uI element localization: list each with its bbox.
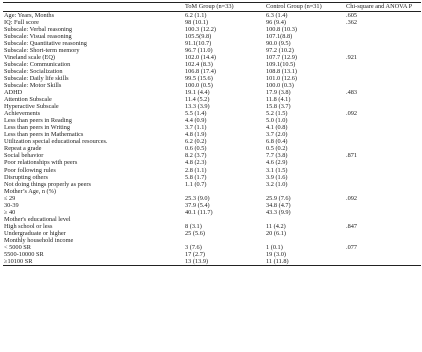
variable-cell: Utilization special educational resources.	[4, 138, 108, 146]
p-value-cell: .847	[346, 222, 358, 230]
p-value-cell	[345, 237, 421, 244]
control-group-cell: 3.2 (1.0)	[266, 180, 288, 188]
p-value-cell	[345, 26, 421, 33]
control-group-cell: 15.8 (3.7)	[266, 103, 291, 111]
table-row	[3, 258, 421, 266]
tom-group-cell: 6.2 (1.1)	[185, 11, 207, 19]
variable-cell: Poor relationships with peers	[4, 159, 78, 167]
tom-group-cell: 100.0 (0.5)	[185, 81, 213, 89]
p-value-cell	[345, 202, 421, 209]
tom-group-cell	[184, 216, 265, 223]
p-value-cell	[345, 40, 421, 47]
tom-group-cell: 102.0 (14.4)	[185, 53, 216, 61]
control-group-cell: 107.1(8.8)	[266, 32, 293, 40]
control-group-cell: 3.7 (2.0)	[266, 131, 288, 139]
table-row	[3, 131, 421, 138]
tom-group-cell: 8 (3.1)	[185, 222, 202, 230]
p-value-cell: .921	[346, 53, 358, 61]
variable-cell: ≥10100 SR	[3, 258, 184, 266]
tom-group-cell: 4.8 (1.9)	[185, 131, 207, 139]
control-group-cell: 43.3 (9.9)	[266, 208, 291, 216]
table-row	[3, 216, 421, 223]
table-row	[3, 89, 421, 96]
p-value-cell	[345, 167, 421, 174]
table-row	[3, 188, 421, 195]
control-group-cell: 20 (6.1)	[266, 229, 286, 237]
p-value-cell	[345, 68, 421, 75]
p-value-cell: .362	[346, 18, 358, 26]
table-row	[3, 251, 421, 258]
tom-group-cell: 37.9 (5.4)	[185, 201, 210, 209]
tom-group-cell: 40.1 (11.7)	[185, 208, 213, 216]
variable-cell: Mother’s Age, n (%)	[4, 187, 56, 195]
p-value-cell: .092	[346, 110, 358, 118]
tom-group-cell: 96.7 (11.0)	[185, 46, 213, 54]
control-group-cell: 11 (4.2)	[266, 222, 286, 230]
table-row	[3, 40, 421, 47]
variable-cell: 30-39	[4, 201, 19, 209]
p-value-cell	[345, 159, 421, 166]
tom-group-cell: 2.8 (1.1)	[185, 166, 207, 174]
table-row	[3, 82, 421, 89]
table-row	[3, 54, 421, 61]
table-row	[3, 96, 421, 103]
variable-cell: Subscale: Motor Skills	[4, 81, 62, 89]
p-value-cell	[345, 117, 421, 124]
variable-cell: Hyperactive Subscale	[4, 103, 59, 111]
tom-group-cell: 25.3 (9.0)	[185, 194, 210, 202]
p-value-cell	[345, 216, 421, 223]
variable-cell: Poor following rules	[4, 166, 56, 174]
variable-cell: Less than peers in Mathematics	[4, 131, 84, 139]
variable-cell: Monthly household income	[4, 237, 74, 244]
tom-group-cell: 105.5(9.8)	[185, 32, 212, 40]
variable-cell: Vineland scale (EQ)	[4, 53, 56, 61]
variable-cell: ≥ 40	[4, 208, 16, 216]
data-table	[3, 2, 421, 266]
control-group-cell: 34.8 (4.7)	[266, 201, 291, 209]
control-group-cell: 5.2 (1.5)	[266, 110, 288, 118]
tom-group-cell: 4.8 (2.3)	[185, 159, 207, 167]
variable-cell: Not doing things properly as peers	[4, 180, 91, 188]
variable-cell: Subscale: Quantitative reasoning	[4, 39, 87, 47]
tom-group-cell: 99.5 (15.6)	[185, 74, 213, 82]
table-row	[3, 26, 421, 33]
p-value-cell	[345, 82, 421, 89]
control-group-cell: 97.2 (10.2)	[266, 46, 294, 54]
tom-group-cell: 5.5 (1.4)	[185, 110, 207, 118]
table-row	[3, 237, 421, 244]
tom-group-cell: 3.7 (1.1)	[185, 124, 207, 132]
table-row	[3, 202, 421, 209]
p-value-cell	[345, 230, 421, 237]
p-value-cell	[345, 33, 421, 40]
tom-group-cell: 13 (13.9)	[184, 258, 265, 266]
table-header	[3, 3, 421, 12]
control-group-cell: 7.7 (3.8)	[266, 152, 288, 160]
variable-cell: Attention Subscale	[4, 96, 52, 104]
table-row	[3, 230, 421, 237]
variable-cell: ADHD	[4, 89, 23, 97]
table-row	[3, 159, 421, 166]
control-group-cell	[265, 188, 345, 195]
p-value-cell	[345, 47, 421, 54]
variable-cell: Subscale: Communication	[4, 60, 71, 68]
table-row	[3, 11, 421, 19]
control-group-cell: 19 (3.0)	[266, 251, 286, 259]
tom-group-cell: 91.1(10.7)	[185, 39, 212, 47]
tom-group-cell: 100.3 (12.2)	[185, 25, 216, 33]
p-value-cell	[345, 251, 421, 258]
control-group-cell: 90.0 (9.5)	[266, 39, 291, 47]
tom-group-cell: 1.1 (0.7)	[185, 180, 207, 188]
p-value-cell: .871	[346, 152, 358, 160]
control-group-cell	[265, 216, 345, 223]
table-body	[3, 11, 421, 266]
control-group-cell: 4.6 (2.9)	[266, 159, 288, 167]
variable-cell: High school or less	[4, 222, 53, 230]
control-group-cell	[265, 237, 345, 244]
control-group-cell: 11.8 (4.1)	[266, 96, 291, 104]
header-cell-p-value: Chi-square and ANOVA P	[345, 3, 421, 12]
p-value-cell: .077	[346, 244, 358, 252]
variable-cell: Repeat a grade	[4, 145, 42, 153]
p-value-cell	[345, 75, 421, 82]
table-row	[3, 244, 421, 251]
variable-cell: Subscale: Visual reasoning	[4, 32, 72, 40]
control-group-cell: 3.1 (1.5)	[266, 166, 288, 174]
variable-cell: Mother's educational level	[4, 215, 71, 223]
variable-cell: Less than peers in Reading	[4, 117, 72, 125]
tom-group-cell: 4.4 (0.9)	[185, 117, 207, 125]
control-group-cell: 109.1(10.5)	[266, 60, 296, 68]
p-value-cell	[345, 258, 421, 266]
variable-cell: ≤ 29	[4, 194, 16, 202]
control-group-cell: 6.8 (0.4)	[266, 138, 288, 146]
table-row	[3, 167, 421, 174]
table-row	[3, 124, 421, 131]
tom-group-cell: 17 (2.7)	[185, 251, 205, 259]
tom-group-cell: 11.4 (5.2)	[185, 96, 210, 104]
p-value-cell	[345, 96, 421, 103]
tom-group-cell: 13.3 (3.9)	[185, 103, 210, 111]
tom-group-cell: 106.8 (17.4)	[185, 67, 216, 75]
variable-cell: Disrupting others	[4, 173, 48, 181]
table-row	[3, 75, 421, 82]
variable-cell: Social behavior	[4, 152, 44, 160]
control-group-cell: 101.0 (12.6)	[266, 74, 297, 82]
control-group-cell: 11 (11.8)	[265, 258, 345, 266]
table-row	[3, 195, 421, 202]
variable-cell: Subscale: Socialization	[4, 67, 63, 75]
p-value-cell	[345, 138, 421, 145]
p-value-cell	[345, 188, 421, 195]
variable-cell: Subscale: Verbal reasoning	[4, 25, 73, 33]
p-value-cell	[345, 145, 421, 152]
p-value-cell	[345, 181, 421, 188]
header-cell-tom-group: ToM Group (n=33)	[184, 3, 265, 12]
tom-group-cell: 6.2 (0.2)	[185, 138, 207, 146]
variable-cell: Subscale: Daily life skills	[4, 74, 69, 82]
control-group-cell: 25.9 (7.6)	[266, 194, 291, 202]
tom-group-cell	[184, 188, 265, 195]
p-value-cell	[345, 124, 421, 131]
variable-cell: Age: Years, Months	[4, 11, 55, 19]
p-value-cell: .483	[346, 89, 358, 97]
variable-cell: Undergraduate or higher	[4, 229, 66, 237]
variable-cell: < 5000 SR	[4, 244, 31, 252]
p-value-cell	[345, 61, 421, 68]
tom-group-cell: 3 (7.6)	[185, 244, 202, 252]
p-value-cell	[345, 103, 421, 110]
control-group-cell: 0.5 (0.2)	[266, 145, 288, 153]
header-row	[3, 3, 421, 12]
p-value-cell: .092	[346, 194, 358, 202]
table-row	[3, 145, 421, 152]
control-group-cell: 1 (0.1)	[266, 244, 283, 252]
table-row	[3, 110, 421, 117]
tom-group-cell: 5.8 (1.7)	[185, 173, 207, 181]
table-row	[3, 47, 421, 54]
variable-cell: 5500-10000 SR	[4, 251, 44, 259]
table-row	[3, 174, 421, 181]
p-value-cell	[345, 209, 421, 216]
control-group-cell: 17.9 (3.8)	[266, 89, 291, 97]
p-value-cell	[345, 131, 421, 138]
table-row	[3, 103, 421, 110]
table-row	[3, 61, 421, 68]
table-row	[3, 68, 421, 75]
control-group-cell: 6.3 (1.4)	[266, 11, 288, 19]
control-group-cell: 108.8 (13.1)	[266, 67, 297, 75]
table-row	[3, 138, 421, 145]
table-row	[3, 19, 421, 26]
p-value-cell: .605	[346, 11, 358, 19]
table-row	[3, 152, 421, 159]
header-cell-variable	[3, 3, 184, 12]
table-row	[3, 117, 421, 124]
control-group-cell: 100.0 (0.3)	[266, 81, 294, 89]
variable-cell: IQ: Full score	[4, 18, 39, 26]
table-row	[3, 33, 421, 40]
table-row	[3, 209, 421, 216]
tom-group-cell: 98 (10.1)	[185, 18, 209, 26]
control-group-cell: 107.7 (12.9)	[266, 53, 297, 61]
tom-group-cell: 8.2 (3.7)	[185, 152, 207, 160]
table-row	[3, 223, 421, 230]
control-group-cell: 5.0 (1.0)	[266, 117, 288, 125]
tom-group-cell	[184, 237, 265, 244]
header-cell-control-group: Control Group (n=31)	[265, 3, 345, 12]
p-value-cell	[345, 174, 421, 181]
control-group-cell: 4.1 (0.8)	[266, 124, 288, 132]
control-group-cell: 96 (9.4)	[266, 18, 286, 26]
tom-group-cell: 19.1 (4.4)	[185, 89, 210, 97]
table-row	[3, 181, 421, 188]
tom-group-cell: 102.4 (8.3)	[185, 60, 213, 68]
variable-cell: Less than peers in Writing	[4, 124, 71, 132]
tom-group-cell: 25 (5.6)	[185, 229, 205, 237]
variable-cell: Achievements	[4, 110, 41, 118]
variable-cell: Subscale: Short-term memory	[4, 46, 80, 54]
tom-group-cell: 0.6 (0.5)	[185, 145, 207, 153]
control-group-cell: 100.8 (10.3)	[266, 25, 297, 33]
control-group-cell: 3.9 (1.6)	[266, 173, 288, 181]
